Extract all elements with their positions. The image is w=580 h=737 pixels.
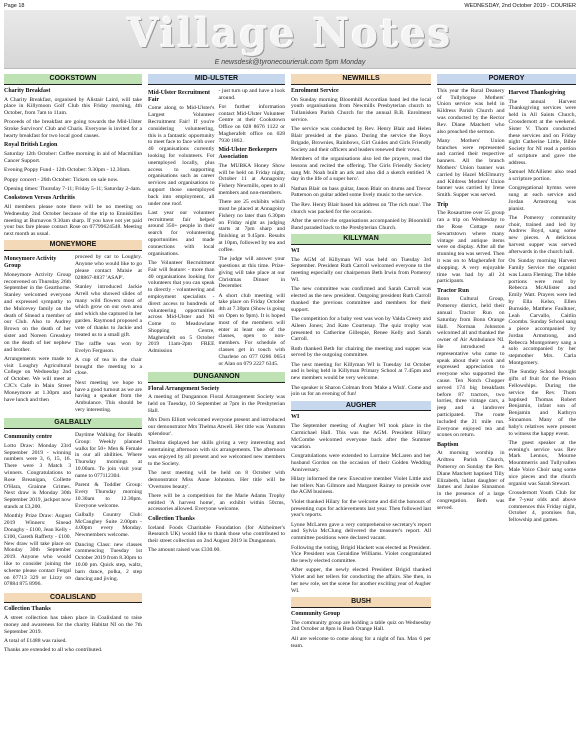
article-heading: Community centre: [4, 434, 53, 441]
article-paragraph: Thelma displayed her skills giving a very interesting and entertaining afternoon with six arrangements. The afternoon was enjoyed by all present and we welcomed new members to the Society.: [148, 440, 285, 467]
article-paragraph: The next meeting will be held on 8 October with demonstrator Miss Anne Johnston. Her title will be 'Overtures beauty'.: [148, 469, 285, 490]
article-paragraph: Parent & Toddler Group: Every Thursday morning 10.30am to 12.30pm. Everyone welcome.: [75, 482, 142, 509]
article-paragraph: The raffle was won by Evelyn Ferguson.: [75, 340, 142, 354]
article-paragraph: Monthly Prize Draw: August 2019 Winners: Sinead Donaghy - £100, Jean Kelly - £100, Gareth Rafferty - £100. New draw will take place on Monday 30th September 2019. Anyone who would like to consider joining the scheme please contact Fergal on 07713 329 or Lizzy on 07884 875 8996.: [4, 513, 71, 588]
section-header: AUGHER: [291, 401, 431, 412]
article-paragraph: Galbally Country Club: McCaughey Suite 2.00pm - 4.00pm every Monday. Newmembers welcome.: [75, 511, 142, 539]
article-paragraph: Violet thanked Hilary for the welcome and did the honours of presenting cups for achievements last year. Then followed last year's reports.: [291, 498, 431, 519]
sub-column-right: [75, 254, 142, 416]
article-paragraph: Daytime Walking for Health Group: Weekly planned walks for 50+ Men & Female in our all abilities. Where Thursday mornings at 10.00am. To join visit your name to 077112304.: [75, 432, 142, 479]
two-column-block: [148, 88, 285, 370]
section-header: BUSH: [291, 597, 431, 608]
article-heading: Cookstown Versus Arthritis: [4, 195, 76, 202]
article-paragraph: Stanley introduced Jackie Arrell who showed slides of many wild flowers most of which grow on our own area and which she captured in her garden. Raymond proposed a vote of thanks to Jackie and treated us to a small gift.: [75, 283, 142, 338]
section-header: GALBALLY: [4, 418, 142, 429]
article-paragraph: Samuel McAllister also read a scripture portion.: [508, 169, 576, 182]
article-paragraph: The Rosaurtree over 55 group ran a trip on Wednesday to the Rose Cottage near Sewartstown where many vintage and antique items were on display. After all the stunning tea was served. Then it was on to Magherafelt for shopping. A very enjoyable time was had by all 24 participants.: [437, 210, 505, 285]
section-header: MONEYMORE: [4, 240, 142, 251]
page-header-bar: [4, 2, 576, 10]
article-paragraph: A cup of tea in the chair brought the meeting to a close.: [75, 356, 142, 377]
two-column-block: [4, 432, 142, 591]
masthead-title: Village Notes: [127, 10, 453, 57]
article-heading: Floral Arrangement Society: [148, 385, 220, 392]
article-paragraph: This year the Rural Deanery of Tullyhogue Mothers' Union service was held in Kildress Parish Church and was conducted by the Rector Rev. Diane Matchett who also preached the sermon.: [437, 87, 505, 135]
article-paragraph: The service was conducted by Rev. Henry Blair and Helen Blair presided at the piano. During the service the Boys Brigade, Brownies, Rainbows, Girl Guides and Girls Friendly Society and their officers and leaders renewed their vows.: [291, 126, 431, 153]
article-paragraph: The Volunteer Recruitment Fair will feature: - more than 40 organisations looking for volunteers that you can speak to directly - volunteering and employment specialists - direct access to hundreds of volunteering opportunities across Mid-Ulster and NI Come to Meadowlane Shopping Centre, Magherafelt on 5 October 2019 11am-2pm FREE Admission: [148, 259, 215, 355]
article-heading: Enrolment Service: [291, 87, 339, 94]
article-paragraph: Congratulations were extended to Lorraine McLaren and her husband Gordon on the occasion of their Golden Wedding Anniversary.: [291, 452, 431, 473]
article-paragraph: A Charity Breakfast, organised by Alistair Laird, will take place in Killymoon Golf Club this Friday morning, 4th October, from 7am to 11am.: [4, 96, 142, 117]
article-paragraph: The next meeting for Killyman WI is Tuesday 1st October and is being held in Killyman Primary School at 7.45pm and new members would be very welcome.: [291, 361, 431, 382]
article-paragraph: All are welcome to come along for a night of fun. Max 6 per team.: [291, 635, 431, 649]
article-heading: Trip: [437, 201, 449, 208]
article-paragraph: A total of £1488 was raised.: [4, 638, 67, 645]
section-header: COALISLAND: [4, 593, 142, 604]
article-paragraph: Lynne McLaren gave a very comprehensive secretary's report and Sylvia McClung delivered the treasurer's report. All committee positions were declared vacant.: [291, 521, 431, 542]
article-paragraph: Evening Poppy Fund - 12th October: 9.30pm - 12.30am.: [4, 167, 131, 174]
article-paragraph: Iceland Foods Charitable Foundation (for Alzheimer's Research UK) would like to thank those who contributed to their street collection on 2nd August 2019 in Dungannon.: [148, 524, 285, 545]
article-paragraph: All members please note there will be no meeting on Wednesday 2nd October because of the trip to Enniskillen meeting at Burnavon 9.30am sharp. If you have not yet paid your bus fare please contact Rose on 07799624548. Meeting next month as usual.: [4, 203, 142, 238]
article-paragraph: A short club meeting will take place on Friday October 4th at 7.30pm (Show is going on Open to 9pm). It is hoped most of the members will enter at least one of the classes, open to non-members. For schedule of classes get in touch with Charlene on 077 0286 0654 or Alan on 079 2227 6345.: [218, 292, 285, 367]
article-paragraph: After the service the organisations accompanied by Bloomhill Band paraded back to the Presbyterian Church.: [291, 217, 431, 231]
sub-column-right: [75, 432, 142, 591]
article-heading: Harvest Thanksgiving: [508, 89, 566, 96]
two-column-block: [437, 88, 576, 527]
section-header: NEWMILLS: [291, 74, 431, 85]
article-paragraph: Members of the organisations also led the prayers, read the lessons and recited the offering. The Girls Friendly Society sang Mr. Noah built an ark and also did a sketch entitled 'A day in the life of a super hero'.: [291, 155, 431, 183]
section-header: KILLYMAN: [291, 234, 431, 245]
article-paragraph: Crossdernott Youth Club for the 7-year olds and above commences this Friday night, October 4, promises fun, fellowship and games.: [508, 489, 576, 524]
article-heading: Mid-Ulster Recruitment Fair: [148, 89, 211, 103]
issue-date: WEDNESDAY, 2nd October 2019 - COURIER: [464, 3, 576, 9]
article-heading: WI: [291, 414, 300, 421]
article-paragraph: Nathan Blair on bass guitar, Jason Blair on drums and Trevor Patterson on guitar added some lively music to the service.: [291, 185, 431, 199]
column-3: [291, 72, 431, 732]
article-heading: Royal British Legion: [4, 142, 58, 149]
sub-column-left: [4, 254, 71, 416]
article-paragraph: The new committee was confirmed and Sarah Carroll was elected as the new president. Outgoing president Ruth Carroll thanked the previous committee and members for their support.: [291, 286, 431, 313]
sub-column-right: [509, 88, 577, 527]
article-paragraph: The competition for a baby vest was won by Valda Creery and Aileen Jones; 2nd Kate Courtenay. The quiz trophy was presented to Catherine Gillespie, Renee Kelly and Sarah Carroll.: [291, 315, 431, 343]
sub-column-right: [219, 88, 286, 370]
article-paragraph: Ruth thanked Beth for chairing the meeting and supper was served by the outgoing committee.: [291, 345, 431, 359]
article-paragraph: For further information contact Mid-Ulster Volunteer Centre at their Cookstown Office on 028 8676 1122 or Magherafelt office on 028 7930 1862.: [218, 103, 285, 144]
column-4: [437, 72, 576, 732]
article-paragraph: On Sunday morning Bloomhill Accordian band led the local youth organisations from Newmills Presbyterian church to Tullanisken Parish Church for the annual B.B. Enrolment service.: [291, 96, 431, 123]
article-paragraph: The September meeting of Augher WI took place in the Carmichael Hall. This was the AGM. President Hilary McCombe welcomed everyone back after the Summer vacation.: [291, 423, 431, 450]
article-heading: Tractor Run: [437, 287, 469, 294]
article-paragraph: The Sunday School brought gifts of fruit for the Prison Fellowships. During the service the Rev. Thom baptised Thomas Robert Benjamin, infant son of Benjamin and Kathryn Sinnamon. Many of the baby's relatives were present to witness the happy event.: [508, 369, 576, 437]
article-paragraph: Hilary informed the new Executive member Violet Little and her tellers Nan Gilmore and Margaret Rainey to preside over the AGM business.: [291, 475, 431, 496]
article-paragraph: Arrangements were made to visit Loughry Agricultural College on Wednesday 2nd of October. We will meet at CJC's Cafe in Main Street Moneymore at 1.30pm and have lunch and then: [4, 355, 71, 403]
masthead: [4, 10, 576, 69]
section-header: COOKSTOWN: [4, 74, 142, 85]
column-2: [148, 72, 285, 732]
article-paragraph: A street collection has taken place in Coalisland to raise money and awareness for the charity Habitat NI on the 7th September 2019.: [4, 615, 142, 635]
article-paragraph: Mrs Dorn Elliott welcomed everyone present and introduced our demonstrator Mrs Thelma Atwell. Her title was 'Autumn splendour'.: [148, 417, 285, 437]
article-paragraph: - just turn up and have a look around.: [218, 87, 285, 101]
article-paragraph: Dancing Class: new classes commencing Tuesday 1st October 2019 from 8.30pm to 10.00 pm. Quick step, waltz, barn dance, polka, 2 step dancing and jiving.: [75, 541, 142, 582]
article-paragraph: Come along to Mid-Ulster's Largest Volunteer Recruitment Fair! If you're considering volunteering, this is a fantastic opportunity to meet face to face with over 40 organisations currently looking for volunteers. For unemployed locally, plus access to supporting organisations such as career services and organisations to support those unemployed back into employment, all under one roof.: [148, 105, 215, 207]
article-paragraph: The guest speaker at the evening's service was Rev Mark Lennox, Mourne Mountmerris and Tullyvallen Male Voice Choir sang some nice pieces and the church organist was Sarah Stewart.: [508, 439, 576, 487]
article-paragraph: Thanks are extended to all who contributed.: [4, 647, 103, 654]
two-column-block: [4, 254, 142, 416]
section-header: POMEROY: [437, 74, 576, 85]
article-paragraph: The speaker is Sharon Colman from 'Make a Wish'. Come and join us for an evening of fun!: [291, 384, 431, 398]
article-paragraph: On Sunday morning Harvest Family Service the organist was Laura Fleming. The bible portions were read by Rebecca McAllister and Emily Watt. Prayers were led by Ella Kelso, Ellen Burnside, Matthew Faulkner, Leah Carvallo, Caitlin Coombs. Sunday School sang a piece accompanied by Jordan Armstrong, and Rebecca Montgomery sang a solo accompanied by her stepmother Mrs. Carla Montgomery.: [508, 258, 576, 367]
article-paragraph: Last year our volunteer recruitment fair helped around 350+ people in their search for volunteering opportunities and made connections with local organisations.: [148, 209, 215, 257]
article-paragraph: Following the voting, Brigid Hackett was elected as President. Vice President was Geraldine Williams. Violet congratulated the newly elected committee.: [291, 544, 431, 565]
page-number: Page 18: [4, 3, 25, 9]
article-heading: Baptism: [437, 441, 459, 448]
article-paragraph: There are 25 exhibits which must be placed at Annagoiny Fishery no later than 6.30pm on Friday night as judging starts at 7pm sharp and finishing at 9.45pm. Results at 10pm, followed by tea and coffee.: [218, 199, 285, 253]
sub-column-left: [4, 432, 71, 591]
article-heading: Mid-Ulster Beekeepers Association: [218, 147, 278, 160]
article-paragraph: The MUBKA Honey Show will be held on Friday night, October 11 at Annagoiny Fishery Newmills, open to all members and non-members.: [218, 162, 285, 196]
article-paragraph: Saturday 12th October: Coffee morning in aid of Macmillan Cancer Support.: [4, 151, 142, 164]
article-paragraph: Opening times: Thursday 7-11; Friday 5-11; Saturday 2-4am.: [4, 185, 142, 192]
article-heading: Collection Thanks: [4, 606, 51, 613]
article-paragraph: There will be a competition for the Marie Adams Trophy entitled 'A harvest home', an exhibit within 50cms, accessories allowed. Everyone welcome.: [148, 492, 285, 513]
article-paragraph: Next meeting we hope to have a good turnout as we are having a speaker from the Ambulance. This should be very interesting.: [75, 379, 142, 413]
article-paragraph: Moneymore Activity Group reconvened on Thursday 26th September in the Gearthorne. Stanley welcomed everyone and expressed sympathy to the Mulcevey family on the death of Sinead a member of our Club. Also to Audrey Brown on the death of her sister and Noreen Greaskey on the death of her nephew and brother.: [4, 271, 71, 353]
article-paragraph: Lotto Draw: Monday 23rd September 2019 - winning numbers were 3, 6, 15, 16. There were 3 Match 3 winners. Congratulations to Rose Breanigan, Collette O'Hara, Grainne Grimes. Next draw is Monday 30th September 2019, jackpot now stands at £3,200.: [4, 442, 71, 511]
article-paragraph: Poppy concert - 26th October: Tickets on sale now.: [4, 176, 119, 183]
article-paragraph: The AGM of Killyman WI was held on Tuesday 3rd September. President Ruth Carroll welcomed everyone to the meeting especially our chairperson Beth Irwin from Pomeroy WI.: [291, 256, 431, 283]
article-heading: WI: [291, 247, 300, 254]
article-paragraph: Many Mothers' Union branches were represented and carried their respective banners. All the branch Mothers' Union banner was carried by Hazel McElmurry and Kildress Mothers' Union banner was carried by Irene Smith. Supper was served.: [437, 137, 505, 199]
sub-column-left: [148, 88, 215, 370]
section-header: MID-ULSTER: [148, 74, 285, 85]
article-paragraph: The Pomeroy community choir, trained and led by Andrew Boyd, sang some new pieces. A delicious harvest supper was served afterwards in the church hall.: [508, 214, 576, 255]
masthead-contact: E newsdesk@tyronecourieruk.com 5pm Monday: [214, 59, 366, 66]
article-paragraph: proceed by car to Loughry. Anyone who would like to go please contact Maisie at 028867-8837 'ASAP'.: [75, 254, 142, 281]
article-paragraph: The annual Harvest Thanksgiving services were held in All Saints Church, Crossdernott at the weekend. Sister V. Thom conducted these services and on Friday night Catherine Little, Bible Society for NI read a portion of scripture and gave the address.: [508, 98, 576, 166]
article-paragraph: At morning worship in Ardtrea Parish Church, Pomeroy on Sunday the Rev. Diane Matchett baptised Tilly Elizabeth, infant daughter of James and Janine Sinnamon in the presence of a large congregation. Beth was served.: [437, 450, 505, 511]
article-paragraph: The amount raised was £330.00.: [148, 547, 221, 554]
column-1: [4, 72, 142, 732]
article-heading: Charity Breakfast: [4, 87, 51, 94]
article-paragraph: Bonn Cultural Group, Pomeroy district, held their annual Tractor Run on Saturday from Bonn Orange Hall. Norman Johnston welcomed all and thanked the owner of Air Ambulance NI. He introduced a representative who came to speak about their work and expressed appreciation to everyone who supported the cause. Ten Notch Chopper served 174 big breakfasts before 87 tractors, two lorries, three vintage cars, a jeep and a landrover participated. The route included the 21 mile run. Everyone enjoyed tea and scones on return.: [437, 296, 505, 439]
article-paragraph: The community group are holding a table quiz on Wednesday 2nd October at 8pm in Bush Orange Hall.: [291, 619, 431, 633]
article-paragraph: A meeting of Dungannon Floral Arrangement Society was held on Tuesday, 10 September at 7pm in the Presbyterian Hall.: [148, 394, 285, 415]
sub-column-left: [437, 88, 505, 527]
article-paragraph: Congregational hymns were sung at each service and Jordan Armstrong was pianist.: [508, 185, 576, 212]
section-header: DUNGANNON: [148, 372, 285, 383]
article-heading: Moneymore Activity Group: [4, 256, 57, 270]
article-paragraph: After supper, the newly elected President Brigid thanked Violet and her tellers for conducting the affairs. She then, in her new role, set the scene for another exciting year of Augher WI.: [291, 567, 431, 594]
article-heading: Collection Thanks: [148, 515, 195, 522]
article-paragraph: The judge will answer your questions at this time. Prize-giving will take place at our Christmas Dinner in December.: [218, 256, 285, 290]
article-heading: Community Group: [291, 610, 341, 617]
article-paragraph: Proceeds of the breakfast are going towards the Mid-Ulster Stroke Survivors' Club and Charis. Everyone is invited for a hearty breakfast for two local good causes.: [4, 119, 142, 140]
article-paragraph: The Rev. Henry Blair based his address on 'The rich man'. The church was packed for the occasion.: [291, 201, 431, 215]
